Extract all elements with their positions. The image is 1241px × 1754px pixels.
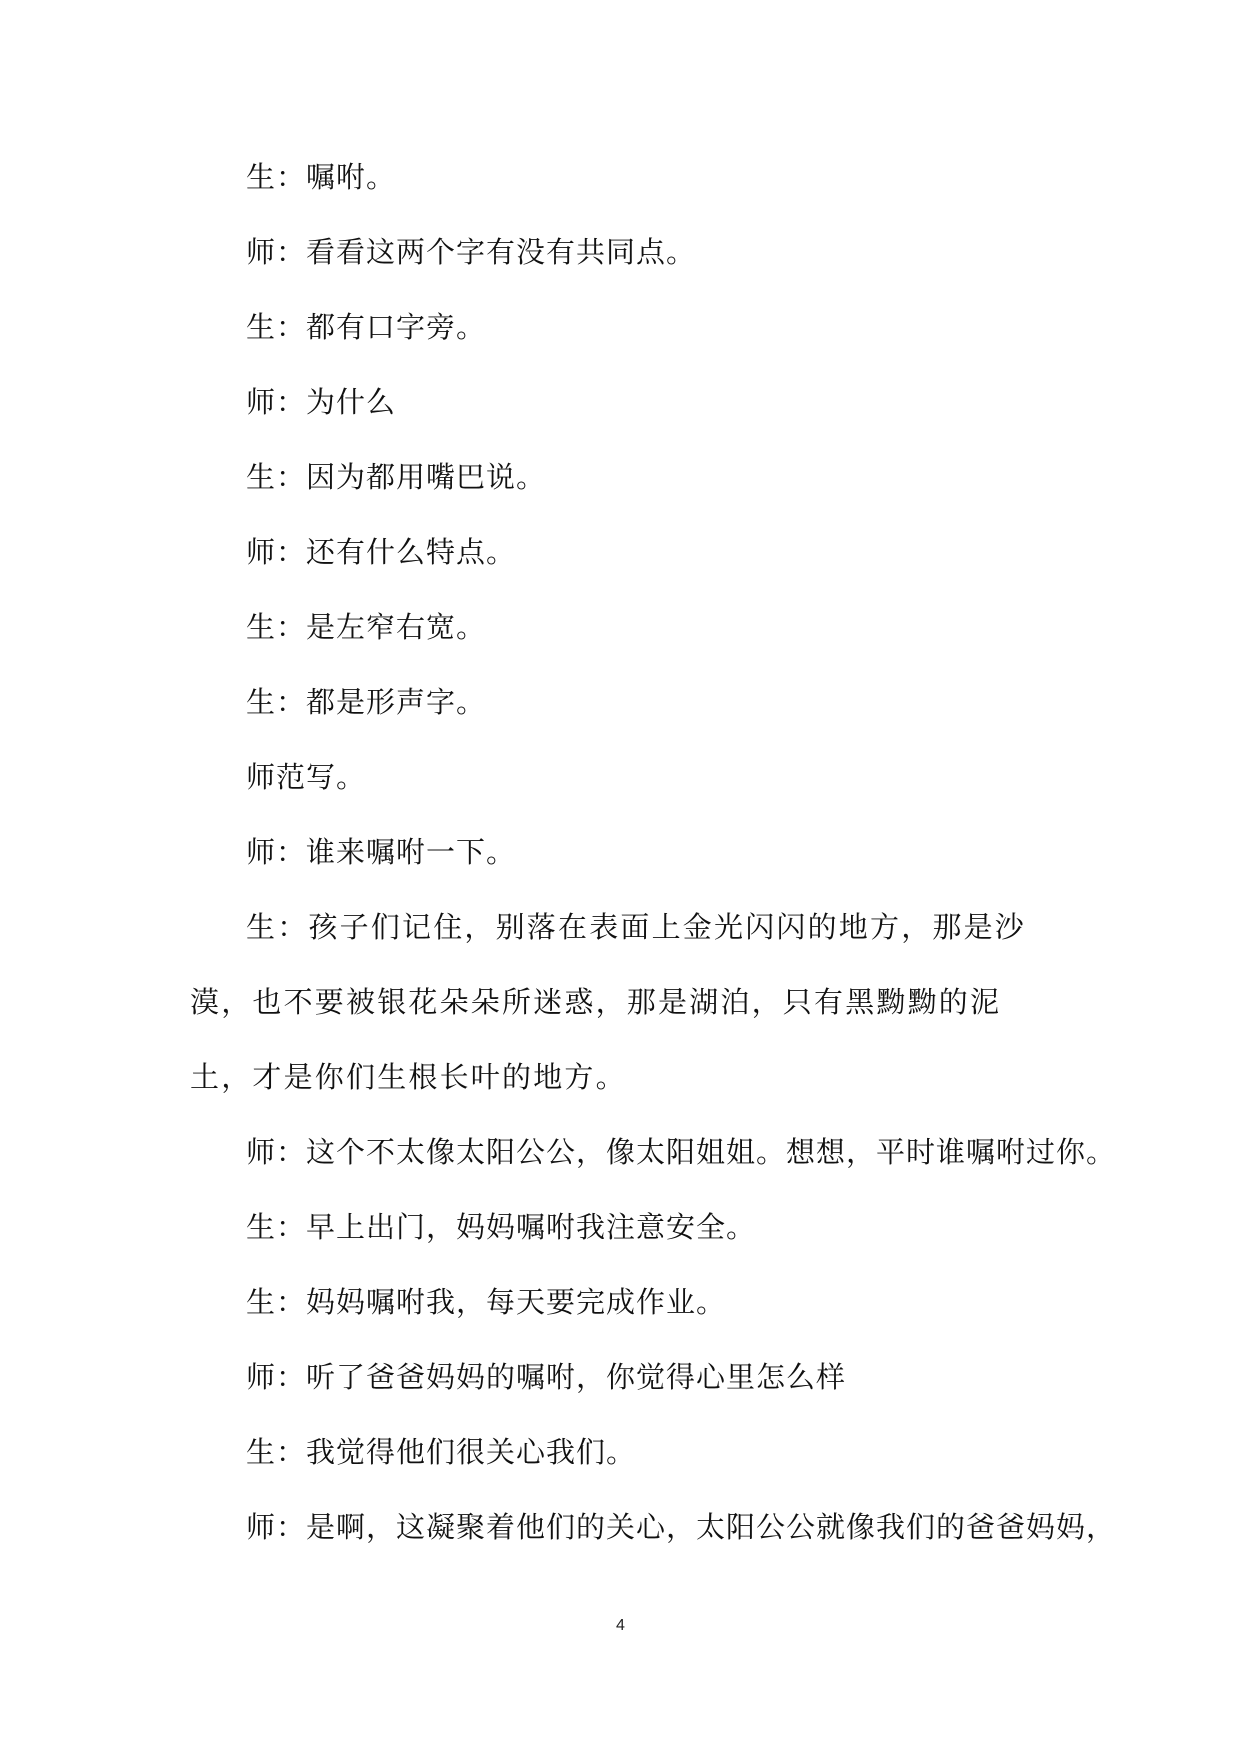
paragraph: 生：因为都用嘴巴说。	[246, 460, 547, 494]
paragraph: 师：这个不太像太阳公公，像太阳姐姐。想想，平时谁嘱咐过你。	[246, 1135, 1117, 1169]
paragraph: 师：是啊，这凝聚着他们的关心，太阳公公就像我们的爸爸妈妈，	[246, 1510, 1117, 1544]
paragraph: 生：妈妈嘱咐我，每天要完成作业。	[246, 1285, 727, 1319]
paragraph: 生：是左窄右宽。	[246, 610, 487, 644]
paragraph: 师：还有什么特点。	[246, 535, 517, 569]
paragraph: 生：嘱咐。	[246, 160, 397, 194]
document-body	[190, 140, 1117, 1565]
paragraph: 师：听了爸爸妈妈的嘱咐，你觉得心里怎么样	[246, 1360, 847, 1394]
page-number: 4	[616, 1617, 625, 1634]
paragraph: 生：早上出门，妈妈嘱咐我注意安全。	[246, 1210, 757, 1244]
paragraph: 师：为什么	[246, 385, 397, 419]
paragraph: 师：看看这两个字有没有共同点。	[246, 235, 697, 269]
paragraph-multiline: 生：孩子们记住，别落在表面上金光闪闪的地方，那是沙漠，也不要被银花朵朵所迷惑，那是湖泊，只有黑黝黝的泥土，才是你们生根长叶的地方。	[190, 910, 1027, 1094]
paragraph: 师范写。	[246, 760, 367, 794]
paragraph: 师：谁来嘱咐一下。	[246, 835, 517, 869]
paragraph: 生：我觉得他们很关心我们。	[246, 1435, 637, 1469]
paragraph: 生：都有口字旁。	[246, 310, 487, 344]
paragraph: 生：都是形声字。	[246, 685, 487, 719]
